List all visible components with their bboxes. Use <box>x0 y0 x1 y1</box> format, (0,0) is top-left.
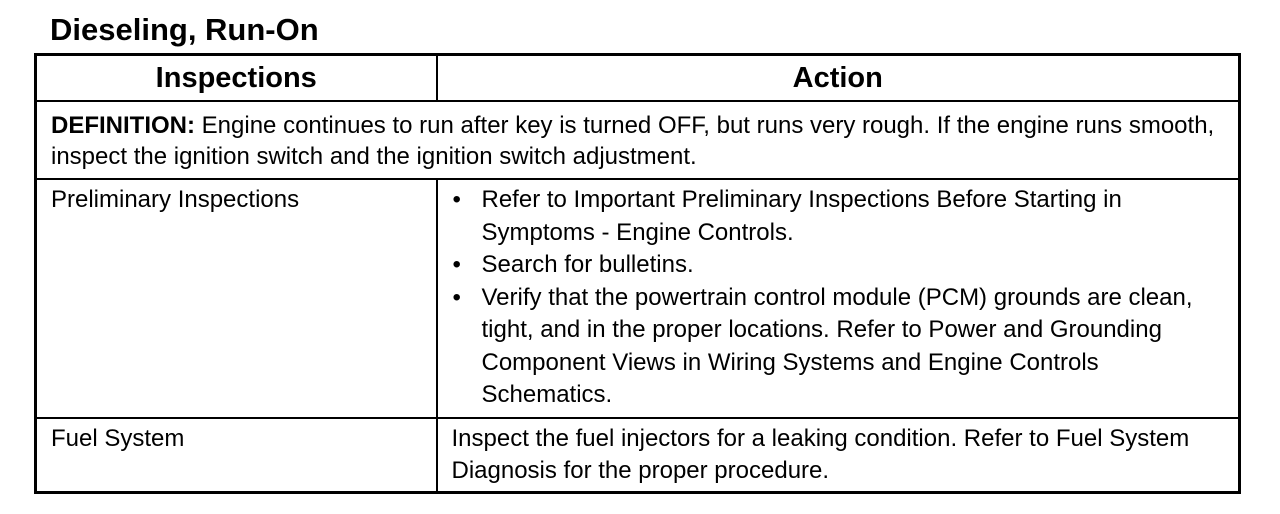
definition-row <box>36 101 1240 179</box>
table-row <box>36 418 1240 493</box>
definition-text: Engine continues to run after key is turned OFF, but runs very rough. If the engine runs smooth, inspect the ignition switch and the ignition switch adjustment. <box>51 112 1215 170</box>
definition-cell <box>36 101 1240 179</box>
list-item <box>451 282 1225 412</box>
inspection-cell: Fuel System <box>36 418 437 493</box>
bullet-marker: • <box>452 283 461 311</box>
diagnostic-table <box>34 53 1241 494</box>
bullet-marker: • <box>452 251 461 278</box>
inspections-column-header: Inspections <box>36 55 437 102</box>
bullet-marker: • <box>452 186 461 213</box>
page-title: Dieseling, Run-On <box>50 12 319 47</box>
table-row <box>36 179 1240 418</box>
bullet-text: Verify that the powertrain control module (PCM) grounds are clean, tight, and in the proper locations. Refer to Power and Grounding Component Views in Wiring Systems and Engine Controls Schematics. <box>481 283 1193 408</box>
definition-label: DEFINITION: <box>51 112 195 139</box>
list-item <box>451 184 1225 249</box>
bullet-text: Refer to Important Preliminary Inspections Before Starting in Symptoms - Engine Controls. <box>481 186 1122 246</box>
table-header-row <box>36 55 1240 102</box>
action-column-header: Action <box>437 55 1240 102</box>
action-cell: Inspect the fuel injectors for a leaking condition. Refer to Fuel System Diagnosis for the proper procedure. <box>437 418 1240 493</box>
action-cell <box>437 179 1240 418</box>
list-item <box>451 249 1225 282</box>
action-bullet-list <box>451 184 1225 412</box>
bullet-text: Search for bulletins. <box>481 251 694 278</box>
inspection-cell: Preliminary Inspections <box>36 179 437 418</box>
